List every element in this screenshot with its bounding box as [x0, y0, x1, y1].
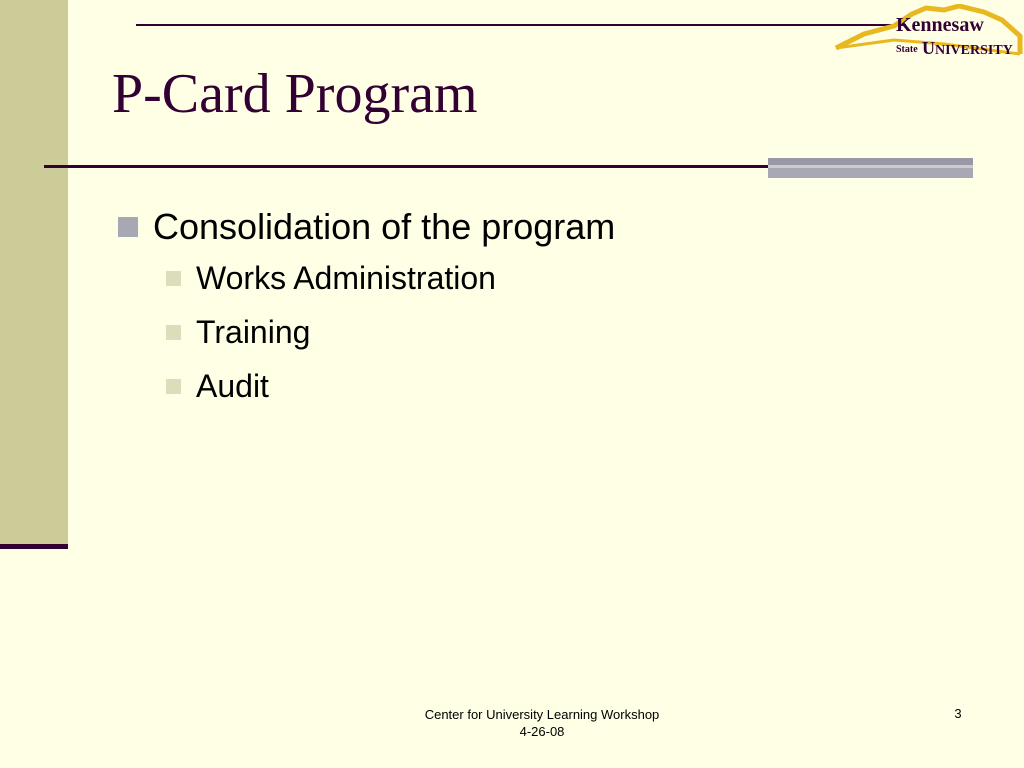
bullet-item: [118, 203, 615, 413]
square-bullet-icon: [118, 217, 138, 237]
bullet-text: Consolidation of the program: [153, 206, 616, 247]
sub-bullet-list: [118, 251, 615, 413]
sub-bullet-item: [166, 305, 615, 359]
square-bullet-icon: [166, 325, 181, 340]
sub-bullet-text: Training: [196, 313, 311, 350]
side-bar-underline: [0, 544, 68, 549]
square-bullet-icon: [166, 379, 181, 394]
footer-date: 4-26-08: [519, 724, 565, 739]
sub-bullet-item: [166, 251, 615, 305]
slide-number: 3: [954, 706, 962, 721]
sub-bullet-item: [166, 359, 615, 413]
logo-text-kennesaw: Kennesaw: [896, 14, 984, 36]
top-rule: [136, 24, 906, 26]
side-bar: [0, 0, 68, 545]
logo-text-university: U: [922, 38, 935, 58]
logo-text-state: State: [896, 44, 918, 55]
bullet-list: [118, 203, 615, 413]
kennesaw-state-university-logo: [834, 4, 1024, 62]
sub-bullet-text: Audit: [196, 367, 269, 404]
title-rule: [44, 165, 774, 168]
sub-bullet-text: Works Administration: [196, 259, 496, 296]
title-rule-accent: [768, 158, 973, 178]
square-bullet-icon: [166, 271, 181, 286]
slide-title: P-Card Program: [112, 63, 478, 125]
footer-text: [392, 706, 692, 740]
svg-text:NIVERSITY: NIVERSITY: [935, 43, 1013, 58]
footer-workshop-name: Center for University Learning Workshop: [424, 707, 660, 722]
